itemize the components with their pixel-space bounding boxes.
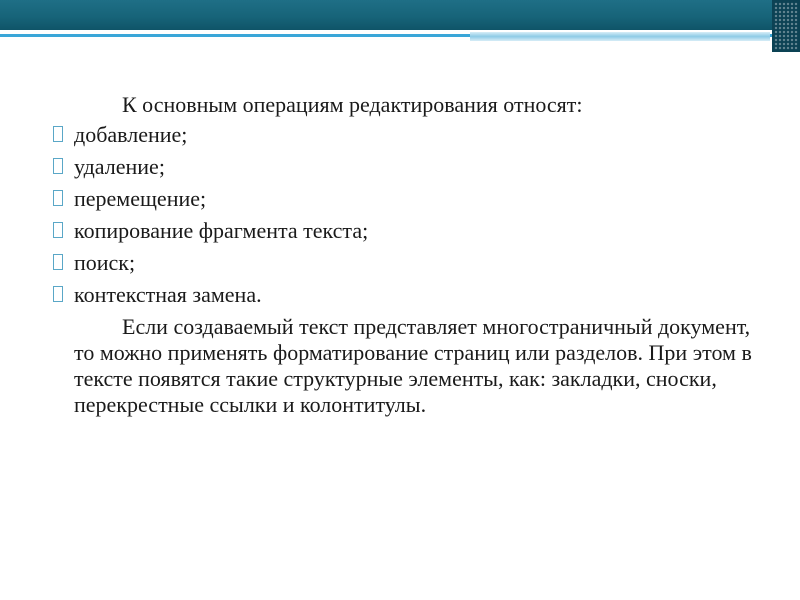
square-bullet-icon bbox=[53, 126, 63, 142]
list-item-text: добавление; bbox=[74, 122, 188, 147]
list-item bbox=[52, 218, 752, 244]
square-bullet-icon bbox=[53, 158, 63, 174]
square-bullet-icon bbox=[53, 190, 63, 206]
list-item bbox=[52, 250, 752, 276]
list-item-text: удаление; bbox=[74, 154, 165, 179]
list-item-text: копирование фрагмента текста; bbox=[74, 218, 369, 243]
slide-content bbox=[52, 92, 752, 418]
list-item bbox=[52, 154, 752, 180]
list-item-text: поиск; bbox=[74, 250, 136, 275]
square-bullet-icon bbox=[53, 222, 63, 238]
list-item bbox=[52, 186, 752, 212]
intro-text: К основным операциям редактирования относят: bbox=[122, 92, 583, 117]
list-item bbox=[52, 282, 752, 308]
header-stripe bbox=[0, 30, 800, 42]
list-item bbox=[52, 122, 752, 148]
corner-dots bbox=[774, 2, 798, 50]
list-item-text: перемещение; bbox=[74, 186, 207, 211]
list-item-text: контекстная замена. bbox=[74, 282, 262, 307]
bullet-list bbox=[52, 122, 752, 308]
header-band bbox=[0, 0, 800, 30]
body-paragraph: Если создаваемый текст представляет многостраничный документ, то можно применять форматирование страниц или разделов. При этом в тексте появятся такие структурные элементы, как: закладки, сноски, перекрестные ссылки и колонтитулы. bbox=[74, 314, 752, 417]
square-bullet-icon bbox=[53, 254, 63, 270]
square-bullet-icon bbox=[53, 286, 63, 302]
accent-highlight bbox=[470, 32, 770, 41]
